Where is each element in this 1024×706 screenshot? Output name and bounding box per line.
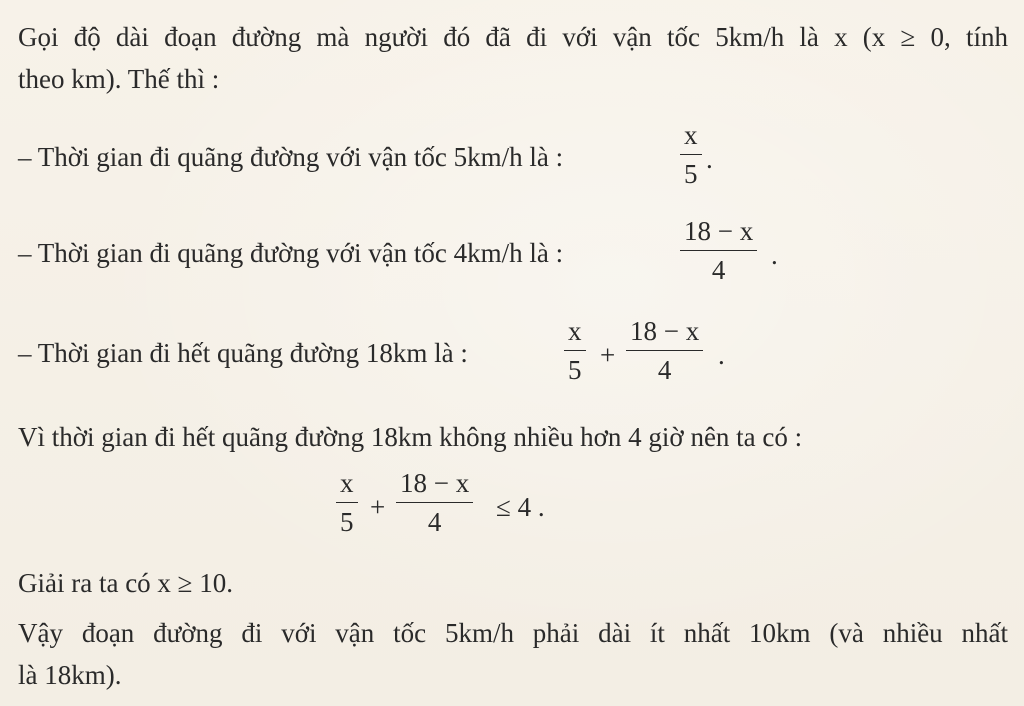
fraction-numerator: x: [568, 316, 582, 346]
fraction-numerator: x: [684, 120, 698, 150]
inequality-relation: ≤ 4 .: [496, 492, 545, 522]
final-line-1: Vậy đoạn đường đi với vận tốc 5km/h phải dài ít nhất 10km (và nhiều nhất: [18, 618, 1008, 648]
fraction-bar: [396, 502, 473, 503]
item-1-text: – Thời gian đi quãng đường với vận tốc 5km/h là :: [18, 142, 564, 172]
intro-line-1: Gọi độ dài đoạn đường mà người đó đã đi với vận tốc 5km/h là x (x ≥ 0, tính: [18, 22, 1008, 52]
fraction-bar: [680, 250, 757, 251]
item-3-fraction-2: [626, 316, 703, 385]
inequality-fraction-1: [336, 468, 358, 537]
fraction-bar: [564, 350, 586, 351]
inequality-fraction-2: [396, 468, 473, 537]
plus-sign: +: [370, 492, 386, 522]
fraction-numerator: x: [340, 468, 354, 498]
fraction-denominator: 4: [427, 507, 442, 537]
fraction-bar: [680, 154, 702, 155]
intro-line-2: theo km). Thế thì :: [18, 64, 220, 94]
solve-line: Giải ra ta có x ≥ 10.: [18, 568, 233, 598]
fraction-bar: [626, 350, 703, 351]
item-2-fraction: [680, 216, 757, 285]
item-3-text: – Thời gian đi hết quãng đường 18km là :: [18, 338, 468, 368]
item-2-period: .: [771, 240, 778, 270]
item-3-fraction-1: [564, 316, 586, 385]
fraction-denominator: 5: [568, 355, 582, 385]
fraction-numerator: 18 − x: [630, 316, 700, 346]
item-1-period: .: [706, 144, 713, 174]
fraction-bar: [336, 502, 358, 503]
item-1-fraction: [680, 120, 702, 189]
fraction-denominator: 5: [340, 507, 354, 537]
fraction-denominator: 4: [711, 255, 726, 285]
fraction-numerator: 18 − x: [400, 468, 470, 498]
plus-sign: +: [600, 340, 616, 370]
item-3-period: .: [718, 340, 725, 370]
item-2-text: – Thời gian đi quãng đường với vận tốc 4km/h là :: [18, 238, 564, 268]
conclusion-intro: Vì thời gian đi hết quãng đường 18km không nhiều hơn 4 giờ nên ta có :: [18, 422, 803, 452]
final-line-2: là 18km).: [18, 660, 122, 690]
fraction-denominator: 5: [684, 159, 698, 189]
fraction-numerator: 18 − x: [684, 216, 754, 246]
fraction-denominator: 4: [657, 355, 672, 385]
